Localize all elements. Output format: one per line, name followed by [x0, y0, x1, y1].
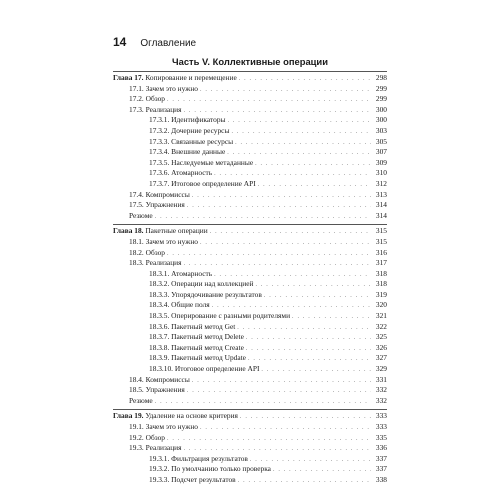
toc-chapter: [113, 409, 387, 485]
dot-leader: [261, 365, 371, 376]
dot-leader: [167, 434, 371, 445]
toc-entry-text: 18.3.7. Пакетный метод Delete: [149, 332, 244, 342]
page-header: [113, 35, 196, 49]
toc-entry[interactable]: [113, 454, 387, 465]
toc-entry-title: [129, 248, 165, 259]
toc-page-number: 331: [375, 374, 387, 384]
toc-entry-text: 17.3.4. Внешние данные: [149, 147, 226, 157]
toc-entry[interactable]: [113, 443, 387, 454]
chapter-label: Глава 19.: [113, 411, 144, 421]
dot-leader: [237, 323, 371, 334]
table-of-contents: [113, 71, 387, 489]
toc-entry[interactable]: [113, 375, 387, 386]
toc-entry-text: 19.3.3. Подсчет результатов: [149, 474, 236, 484]
toc-entry-text: Резюме: [129, 210, 153, 220]
toc-entry[interactable]: [113, 248, 387, 259]
toc-entry[interactable]: [113, 385, 387, 396]
toc-entry-text: Резюме: [129, 395, 153, 405]
toc-entry-text: 18.1. Зачем это нужно: [129, 236, 198, 246]
toc-entry[interactable]: [113, 311, 387, 322]
dot-leader: [246, 333, 371, 344]
dot-leader: [246, 344, 371, 355]
toc-entry-text: 19.1. Зачем это нужно: [129, 422, 198, 431]
toc-entry-title: [129, 422, 198, 433]
toc-chapter: [113, 71, 387, 221]
dot-leader: [235, 138, 371, 149]
toc-entry-text: 17.1. Зачем это нужно: [129, 83, 198, 93]
toc-page-number: 318: [375, 279, 387, 289]
toc-page-number: 332: [375, 395, 387, 405]
chapter-label: Глава 17.: [113, 73, 144, 82]
toc-page-number: 335: [375, 432, 387, 442]
toc-entry-text: 18.3.3. Упорядочивание результатов: [149, 289, 262, 299]
toc-entry-text: 18.3.10. Итоговое определение API: [149, 364, 260, 374]
toc-entry[interactable]: [113, 237, 387, 248]
toc-page-number: 317: [375, 258, 387, 268]
toc-page-number: 319: [375, 289, 387, 299]
toc-entry-text: 17.5. Упражнения: [129, 200, 185, 210]
toc-entry[interactable]: [113, 322, 387, 333]
dot-leader: [292, 312, 371, 323]
toc-entry-title: [129, 237, 198, 248]
toc-page-number: 325: [375, 332, 387, 342]
toc-entry[interactable]: [113, 464, 387, 475]
toc-page-number: 333: [375, 411, 387, 421]
toc-entry-title: [149, 311, 290, 322]
toc-entry-title: [149, 137, 233, 148]
toc-entry[interactable]: [113, 84, 387, 95]
toc-entry-title: [149, 364, 259, 375]
dot-leader: [200, 85, 371, 96]
dot-leader: [187, 386, 371, 397]
toc-entry-title: [149, 115, 226, 126]
toc-entry-title: [113, 411, 238, 422]
toc-page-number: 299: [375, 83, 387, 93]
toc-page-number: 338: [375, 474, 387, 484]
toc-entry-title: [149, 279, 253, 290]
toc-entry[interactable]: [113, 332, 387, 343]
toc-entry[interactable]: [113, 475, 387, 486]
toc-entry-text: 18.3.4. Общие поля: [149, 300, 210, 310]
toc-entry[interactable]: [113, 179, 387, 190]
toc-entry-title: [129, 211, 153, 222]
toc-entry-title: [149, 158, 253, 169]
toc-entry[interactable]: [113, 411, 387, 422]
toc-page-number: 314: [375, 210, 387, 220]
toc-entry-text: 19.2. Обзор: [129, 432, 165, 442]
toc-entry-text: 17.3.1. Идентификаторы: [149, 115, 226, 125]
toc-page-number: 303: [375, 125, 387, 135]
toc-page-number: 320: [375, 300, 387, 310]
toc-entry-text: Пакетные операции: [145, 226, 208, 236]
toc-entry-text: 18.4. Компромиссы: [129, 374, 190, 384]
toc-page-number: 322: [375, 321, 387, 331]
toc-page-number: 326: [375, 342, 387, 352]
dot-leader: [167, 249, 371, 260]
toc-entry-title: [149, 322, 235, 333]
toc-page-number: 313: [375, 189, 387, 199]
toc-entry-title: [129, 94, 165, 105]
toc-entry[interactable]: [113, 433, 387, 444]
toc-entry-title: [149, 353, 246, 364]
toc-page-number: 314: [375, 200, 387, 210]
toc-chapter: [113, 224, 387, 406]
toc-page-number: 307: [375, 147, 387, 157]
toc-entry[interactable]: [113, 190, 387, 201]
toc-entry-title: [149, 126, 229, 137]
toc-entry[interactable]: [113, 290, 387, 301]
toc-entry-title: [149, 147, 225, 158]
toc-entry[interactable]: [113, 396, 387, 407]
toc-entry-title: [149, 332, 244, 343]
dot-leader: [248, 354, 371, 365]
toc-entry-text: 19.3.2. По умолчанию только проверка: [149, 464, 271, 474]
toc-entry[interactable]: [113, 126, 387, 137]
toc-entry-title: [129, 258, 182, 269]
toc-entry-text: 18.3.9. Пакетный метод Update: [149, 353, 246, 363]
toc-entry-text: 18.3.1. Атомарность: [149, 268, 213, 278]
toc-page-number: 337: [375, 464, 387, 474]
toc-page-number: 318: [375, 268, 387, 278]
toc-entry-text: 18.3.8. Пакетный метод Create: [149, 342, 244, 352]
dot-leader: [155, 212, 371, 223]
toc-page-number: 299: [375, 94, 387, 104]
dot-leader: [167, 95, 371, 106]
toc-entry-text: 17.3.2. Дочерние ресурсы: [149, 125, 230, 135]
toc-page-number: 300: [375, 115, 387, 125]
toc-page-number: 312: [375, 178, 387, 188]
toc-page-number: 315: [375, 226, 387, 236]
toc-entry-text: 17.3.6. Атомарность: [149, 168, 213, 178]
toc-entry-title: [129, 190, 190, 201]
dot-leader: [210, 227, 371, 238]
toc-page-number: 316: [375, 247, 387, 257]
toc-entry-text: Копирование и перемещение: [145, 73, 237, 82]
dot-leader: [238, 476, 371, 487]
dot-leader: [192, 191, 371, 202]
dot-leader: [200, 423, 371, 434]
toc-page-number: 309: [375, 157, 387, 167]
toc-entry[interactable]: [113, 226, 387, 237]
toc-entry-text: 17.4. Компромиссы: [129, 189, 190, 199]
toc-entry[interactable]: [113, 364, 387, 375]
toc-entry[interactable]: [113, 279, 387, 290]
toc-page-number: 298: [375, 73, 387, 82]
toc-entry-title: [149, 300, 210, 311]
toc-entry-text: 17.3. Реализация: [129, 104, 182, 114]
toc-entry-text: 17.2. Обзор: [129, 94, 165, 104]
toc-entry[interactable]: [113, 168, 387, 179]
toc-entry-title: [129, 385, 185, 396]
chapter-label: Глава 18.: [113, 226, 144, 236]
toc-entry-title: [129, 433, 165, 444]
toc-page-number: 300: [375, 104, 387, 114]
toc-entry-title: [149, 454, 248, 465]
toc-entry-title: [129, 200, 185, 211]
dot-leader: [258, 180, 371, 191]
toc-entry-title: [129, 396, 153, 407]
toc-entry[interactable]: [113, 158, 387, 169]
toc-entry-title: [113, 73, 237, 84]
toc-entry-text: 18.3.6. Пакетный метод Get: [149, 321, 236, 331]
toc-entry-title: [149, 290, 262, 301]
toc-entry[interactable]: [113, 258, 387, 269]
toc-entry-text: 18.3.5. Оперирование с разными родителями: [149, 311, 291, 321]
toc-entry[interactable]: [113, 94, 387, 105]
toc-page-number: 337: [375, 453, 387, 463]
toc-entry[interactable]: [113, 211, 387, 222]
dot-leader: [255, 280, 371, 291]
toc-entry-title: [149, 269, 212, 280]
toc-entry-title: [129, 105, 182, 116]
toc-entry[interactable]: [113, 300, 387, 311]
dot-leader: [239, 74, 371, 85]
toc-page-number: 333: [375, 422, 387, 431]
toc-entry[interactable]: [113, 200, 387, 211]
toc-entry-text: 19.3.1. Фильтрация результатов: [149, 453, 248, 463]
toc-page-number: 332: [375, 385, 387, 395]
dot-leader: [264, 291, 371, 302]
dot-leader: [200, 238, 371, 249]
toc-entry-text: 18.5. Упражнения: [129, 385, 185, 395]
toc-entry-title: [149, 168, 212, 179]
part-title: Часть V. Коллективные операции: [172, 56, 328, 67]
toc-entry-text: 18.3. Реализация: [129, 258, 182, 268]
toc-entry[interactable]: [113, 422, 387, 433]
dot-leader: [231, 127, 371, 138]
toc-entry-title: [149, 343, 244, 354]
toc-entry[interactable]: [113, 343, 387, 354]
toc-entry-text: 17.3.7. Итоговое определение API: [149, 178, 256, 188]
dot-leader: [228, 116, 372, 127]
toc-entry[interactable]: [113, 147, 387, 158]
toc-page-number: 321: [375, 311, 387, 321]
toc-entry-text: 17.3.3. Связанные ресурсы: [149, 136, 234, 146]
toc-entry[interactable]: [113, 269, 387, 280]
toc-entry[interactable]: [113, 353, 387, 364]
toc-entry-text: 19.3. Реализация: [129, 443, 182, 453]
toc-entry[interactable]: [113, 105, 387, 116]
dot-leader: [192, 376, 371, 387]
toc-entry-text: 18.2. Обзор: [129, 247, 165, 257]
toc-entry-title: [113, 226, 208, 237]
toc-entry-title: [149, 475, 236, 486]
toc-page-number: 327: [375, 353, 387, 363]
toc-entry-title: [129, 375, 190, 386]
toc-entry[interactable]: [113, 115, 387, 126]
dot-leader: [240, 412, 371, 423]
toc-page-number: 336: [375, 443, 387, 453]
toc-entry-text: Удаление на основе критерия: [145, 411, 238, 421]
dot-leader: [255, 159, 371, 170]
toc-entry-text: 18.3.2. Операции над коллекцией: [149, 279, 254, 289]
toc-entry-title: [129, 84, 198, 95]
toc-entry-text: 17.3.5. Наследуемые метаданные: [149, 157, 254, 167]
toc-page-number: 305: [375, 136, 387, 146]
toc-page-number: 315: [375, 236, 387, 246]
dot-leader: [187, 201, 371, 212]
toc-entry-title: [129, 443, 182, 454]
toc-entry-title: [149, 464, 271, 475]
toc-entry[interactable]: [113, 73, 387, 84]
toc-entry-title: [149, 179, 256, 190]
toc-page-number: 310: [375, 168, 387, 178]
dot-leader: [273, 465, 371, 476]
dot-leader: [155, 397, 371, 408]
toc-entry[interactable]: [113, 137, 387, 148]
page-number: 14: [113, 35, 127, 49]
toc-page-number: 329: [375, 364, 387, 374]
running-title: Оглавление: [140, 38, 197, 49]
